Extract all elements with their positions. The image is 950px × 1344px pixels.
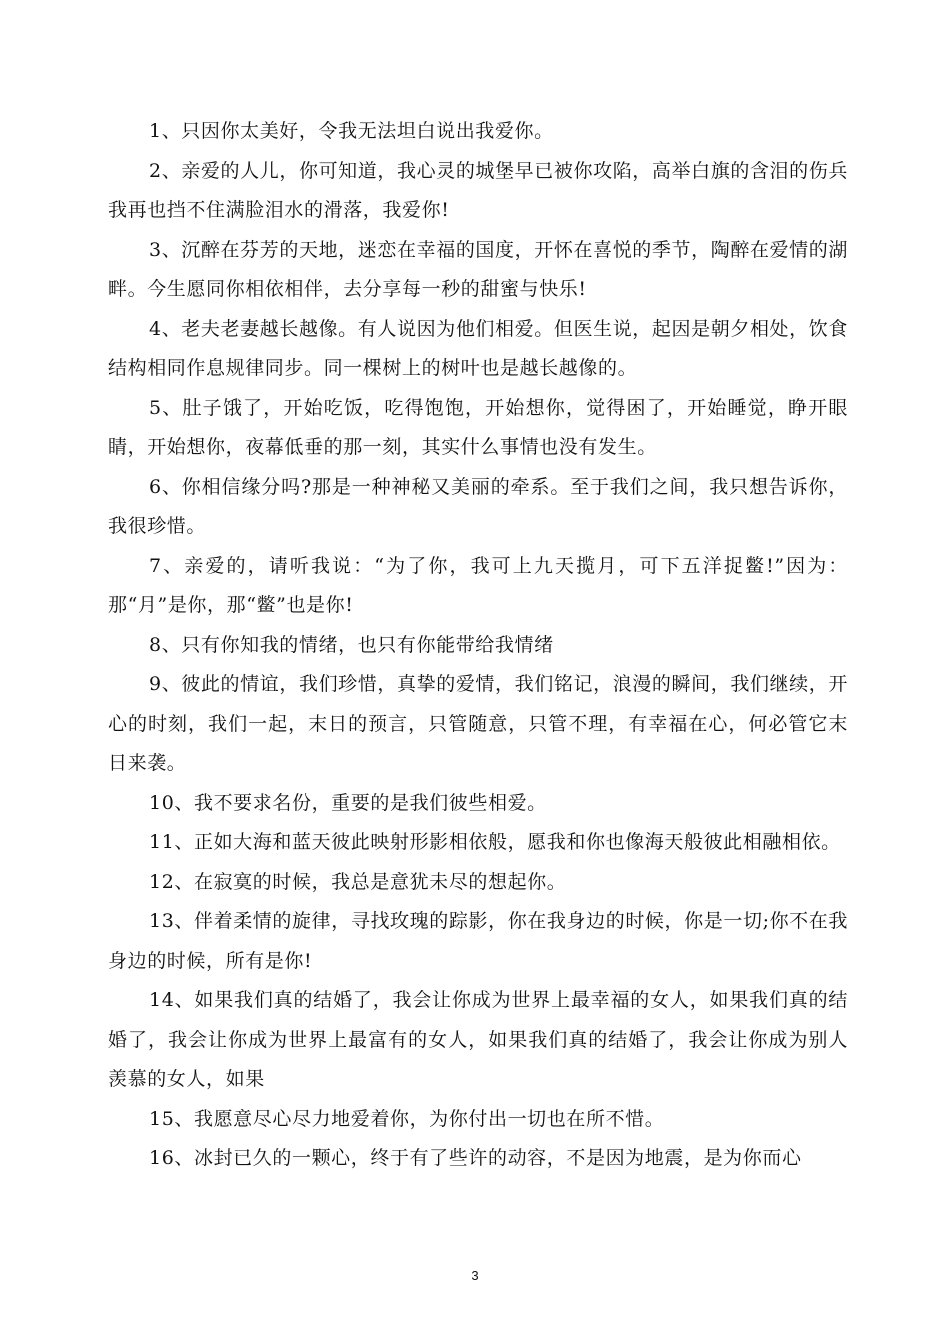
paragraph-2: 2、亲爱的人儿，你可知道，我心灵的城堡早已被你攻陷，高举白旗的含泪的伤兵我再也挡不住满脸泪水的滑落，我爱你!	[108, 159, 848, 221]
paragraph-8: 8、只有你知我的情绪，也只有你能带给我情绪	[149, 633, 554, 656]
page-number: 3	[471, 1268, 479, 1283]
paragraph-4: 4、老夫老妻越长越像。有人说因为他们相爱。但医生说，起因是朝夕相处，饮食结构相同作息规律同步。同一棵树上的树叶也是越长越像的。	[108, 317, 848, 379]
paragraph-15: 15、我愿意尽心尽力地爱着你，为你付出一切也在所不惜。	[149, 1107, 665, 1130]
paragraph-1: 1、只因你太美好，令我无法坦白说出我爱你。	[149, 120, 554, 142]
paragraph-10: 10、我不要求名份，重要的是我们彼些相爱。	[149, 791, 547, 814]
paragraph-6: 6、你相信缘分吗?那是一种神秘又美丽的牵系。至于我们之间，我只想告诉你，我很珍惜。	[108, 475, 848, 537]
paragraph-5: 5、肚子饿了，开始吃饭，吃得饱饱，开始想你，觉得困了，开始睡觉，睁开眼睛，开始想你，夜幕低垂的那一刻，其实什么事情也没有发生。	[108, 396, 848, 458]
document-body	[108, 112, 848, 1179]
paragraph-7: 7、亲爱的，请听我说：“为了你，我可上九天揽月，可下五洋捉鳖!”因为：那“月”是你，那“鳖”也是你!	[108, 554, 848, 616]
paragraph-16: 16、冰封已久的一颗心，终于有了些许的动容，不是因为地震，是为你而心	[149, 1147, 802, 1169]
paragraph-9: 9、彼此的情谊，我们珍惜，真挚的爱情，我们铭记，浪漫的瞬间，我们继续，开心的时刻，我们一起，末日的预言，只管随意，只管不理，有幸福在心，何必管它末日来袭。	[108, 673, 848, 774]
paragraph-12: 12、在寂寞的时候，我总是意犹未尽的想起你。	[149, 870, 567, 893]
paragraph-3: 3、沉醉在芬芳的天地，迷恋在幸福的国度，开怀在喜悦的季节，陶醉在爱情的湖畔。今生愿同你相依相伴，去分享每一秒的甜蜜与快乐!	[108, 238, 848, 300]
paragraph-11: 11、正如大海和蓝天彼此映射形影相依般，愿我和你也像海天般彼此相融相依。	[149, 831, 841, 853]
paragraph-13: 13、伴着柔情的旋律，寻找玫瑰的踪影，你在我身边的时候，你是一切;你不在我身边的时候，所有是你!	[108, 910, 848, 972]
paragraph-14: 14、如果我们真的结婚了，我会让你成为世界上最幸福的女人，如果我们真的结婚了，我会让你成为世界上最富有的女人，如果我们真的结婚了，我会让你成为别人羡慕的女人，如果	[108, 989, 848, 1090]
